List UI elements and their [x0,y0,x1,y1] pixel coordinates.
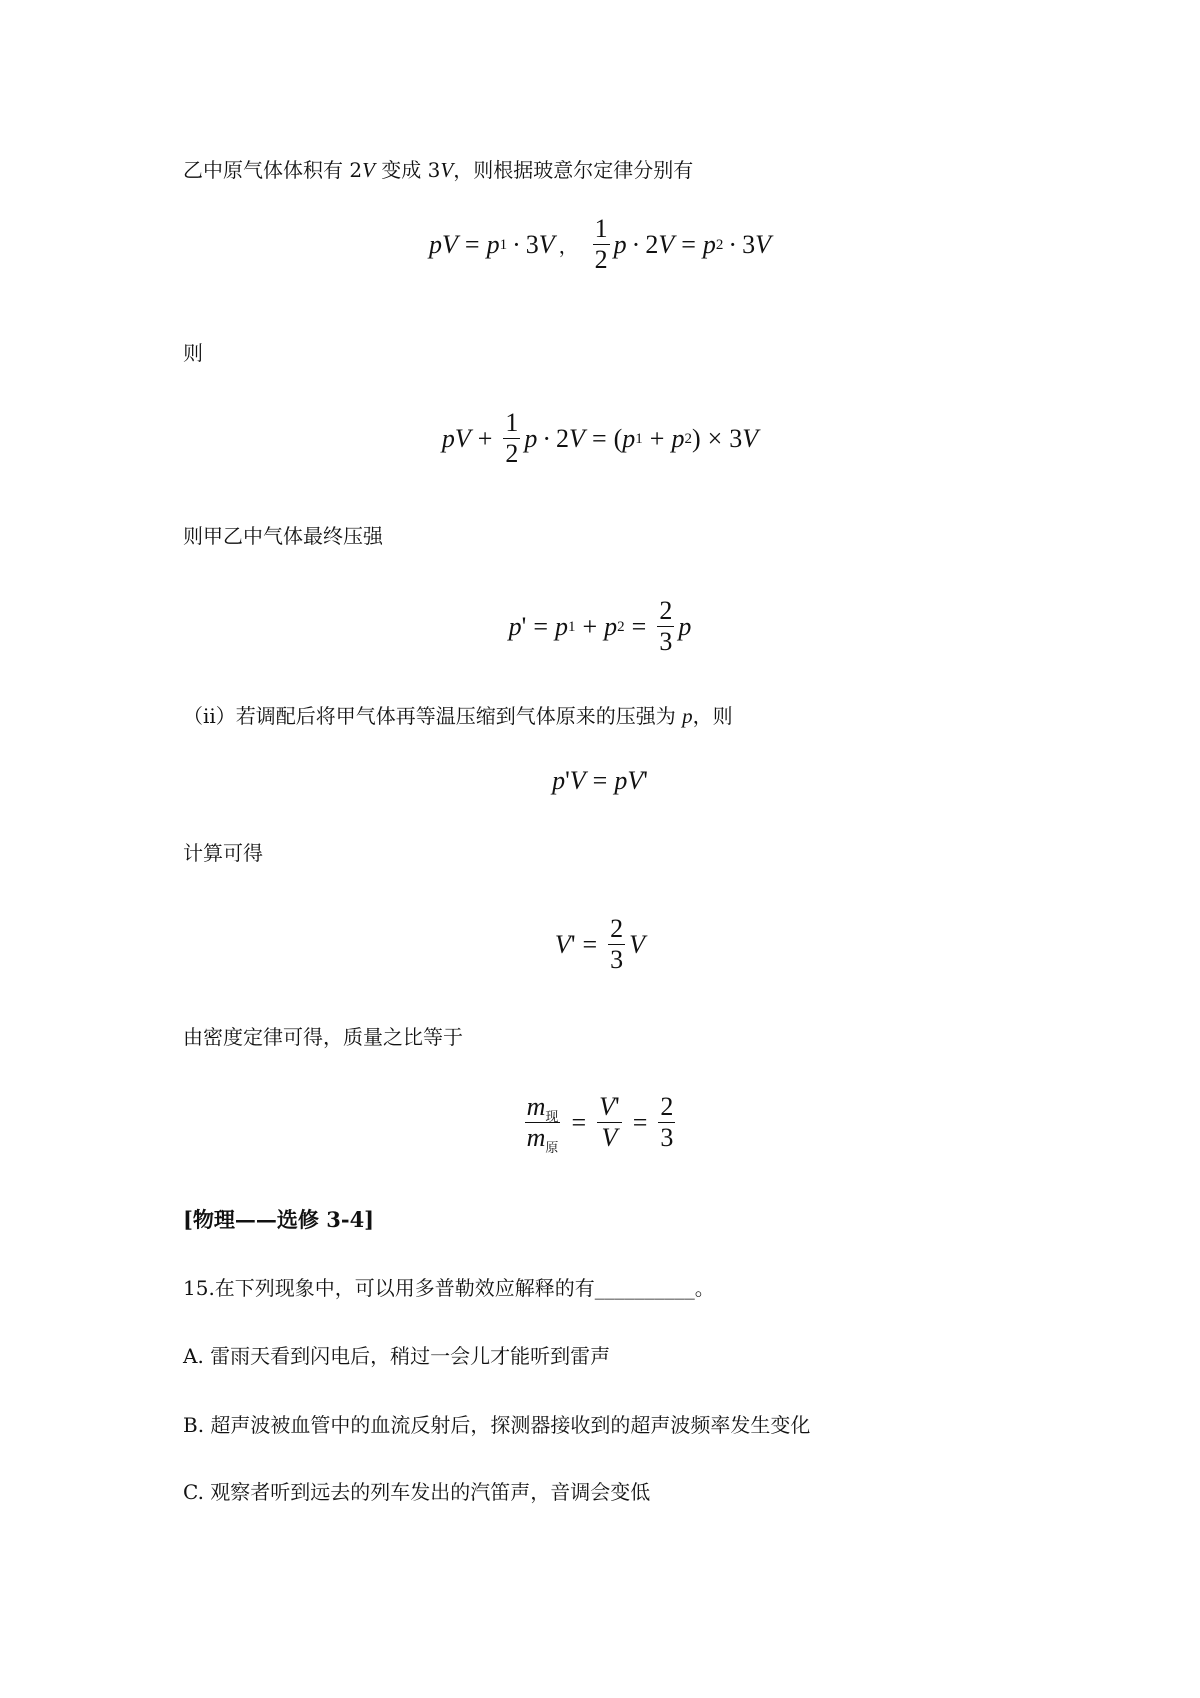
math-subscript: 原 [545,1141,559,1156]
math-number: 2 [645,229,659,259]
fraction-denominator: 3 [610,945,624,974]
math-operator: × [707,423,723,453]
math-operator: + [582,611,598,641]
math-variable: V [362,158,375,182]
fraction-denominator: V [601,1123,618,1152]
fraction-denominator: 3 [659,627,673,656]
math-fraction [593,214,610,275]
math-prime: ' [615,1092,620,1121]
fraction-numerator: 1 [505,408,519,437]
math-prime: ' [565,766,570,795]
math-paren: ( [613,423,623,453]
math-var: p [678,611,692,641]
fraction-numerator: 1 [594,214,608,243]
math-var: V [569,423,585,453]
text-segment: ，则根据玻意尔定律分别有 [453,158,694,182]
math-var: p [441,423,455,453]
formula-pressure-sum: p V + $\frac{1}{2}$ p · 2 V = ( p 1 + p 2 ) × 3 V [441,408,759,468]
fraction-numerator [597,1092,622,1122]
math-operator: = [591,423,607,453]
math-variable: p [682,704,693,728]
math-fraction [608,914,625,975]
paragraph-then: 则 [183,341,203,365]
option-c: C. 观察者听到远去的列车发出的汽笛声，音调会变低 [183,1480,651,1504]
math-var: V [742,423,759,453]
math-fraction [597,1092,622,1153]
math-var: p [613,229,627,259]
math-var: p [508,611,522,641]
fraction-numerator: 2 [659,596,673,625]
fraction-numerator: 2 [660,1092,674,1121]
math-var: V [599,1092,615,1121]
math-var: p [486,229,500,259]
math-var: p [702,229,716,259]
math-var: V [442,229,458,259]
math-prime: ' [570,929,576,959]
formula-final-pressure: p ' = p 1 + p 2 = $\frac{2}{3}$ p [508,596,692,656]
math-var: p [524,423,538,453]
fraction-denominator: 3 [660,1123,674,1152]
question-15: 15.在下列现象中，可以用多普勒效应解释的有__________。 [183,1276,715,1300]
formula-isothermal [0,766,1200,796]
paragraph-final-pressure: 则甲乙中气体最终压强 [183,524,383,548]
math-var: V [538,229,555,259]
math-number: 2 [556,423,570,453]
math-var: m [526,1092,546,1121]
math-paren: ) [691,423,701,453]
text-segment: 变成 3 [374,158,441,182]
math-variable: V [440,158,454,182]
math-operator: · [728,229,738,259]
math-var: V [629,929,646,959]
paragraph-density: 由密度定律可得，质量之比等于 [183,1025,463,1049]
math-operator: = [592,766,608,795]
fraction-denominator: 2 [505,439,519,468]
math-operator: + [477,423,493,453]
math-fraction [525,1092,561,1156]
fraction-numerator [525,1092,561,1125]
section-heading: [物理——选修 3-4] [183,1207,375,1232]
math-var: p [604,611,618,641]
math-var: V [755,229,771,259]
formula-mass-ratio [0,1092,1200,1156]
math-operator: + [649,423,665,453]
math-var: p [622,423,636,453]
math-separator: ， [558,234,579,258]
fraction-numerator: 2 [610,914,624,943]
option-a: A. 雷雨天看到闪电后，稍过一会儿才能听到雷声 [183,1344,611,1368]
math-fraction [503,408,520,469]
math-operator: = [582,929,598,959]
math-number: 3 [729,423,743,453]
math-var: p [614,766,628,795]
math-var: m [526,1123,546,1152]
math-var: V [454,423,471,453]
math-operator: = [571,1107,587,1137]
text-segment: （ii）若调配后将甲气体再等温压缩到气体原来的压强为 [183,704,683,728]
math-var: V [569,766,586,795]
formula-boyle-law-pair: p V = p 1 · 3 V ， $\frac{1}{2}$ p · 2 V = p 2 · 3 V [429,214,771,274]
paragraph-part-ii [183,702,733,730]
math-operator: = [631,611,647,641]
option-b: B. 超声波被血管中的血流反射后，探测器接收到的超声波频率发生变化 [183,1413,811,1437]
math-number: 3 [742,229,756,259]
text-segment: ，则 [692,704,733,728]
math-fraction [657,596,674,657]
math-operator: = [632,1107,648,1137]
math-prime: ' [643,766,648,795]
fraction-denominator [525,1123,561,1156]
math-var: p [555,611,568,641]
math-fraction [658,1092,675,1153]
math-var: p [671,423,685,453]
math-operator: = [681,229,696,259]
math-operator: · [512,229,521,259]
paragraph-calculate: 计算可得 [183,841,263,865]
math-subscript: 现 [545,1110,559,1125]
math-operator: · [631,229,641,259]
formula-new-volume [0,914,1200,975]
math-operator: · [542,423,552,453]
math-operator: = [533,611,548,641]
math-var: p [429,229,443,259]
math-number: 3 [525,229,539,259]
math-var: V [658,229,675,259]
math-var: V [627,766,644,795]
fraction-denominator: 2 [594,245,608,274]
math-var: V [554,929,571,959]
paragraph-boyle-intro [183,156,693,184]
math-operator: = [464,229,480,259]
text-segment: 乙中原气体体积有 2 [183,158,363,182]
math-var: p [552,766,566,795]
math-prime: ' [521,611,527,641]
